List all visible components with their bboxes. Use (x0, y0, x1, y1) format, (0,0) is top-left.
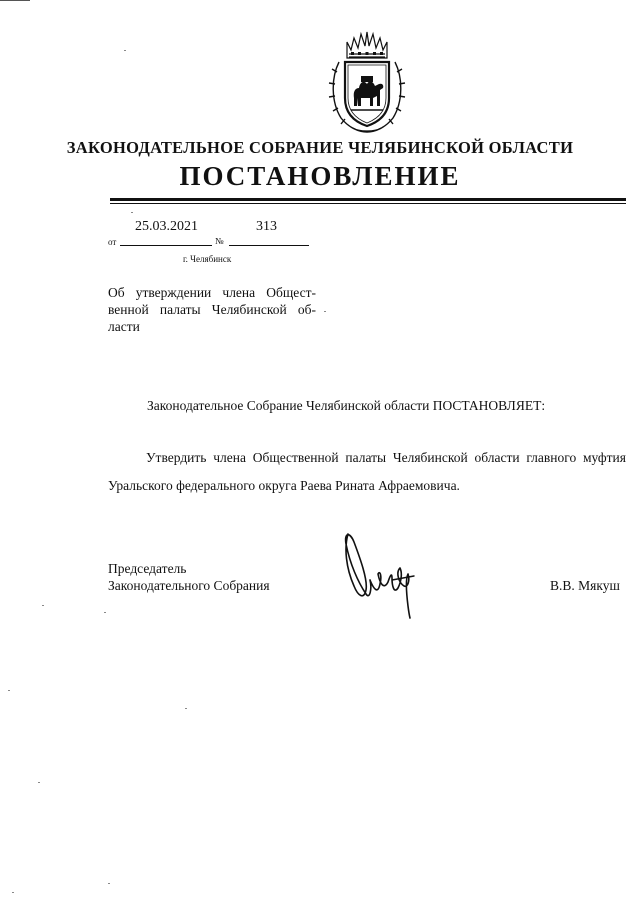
decree-statement: Законодательное Собрание Челябинской области ПОСТАНОВЛЯЕТ: (147, 398, 546, 413)
scan-speck (12, 892, 14, 893)
scan-speck (42, 605, 44, 606)
resolution-paragraph: Утвердить члена Общественной палаты Челябинской области главного муфтия Уральского федерального округа Раева Рината Афраемовича. (108, 450, 626, 493)
date-label: от (108, 237, 117, 247)
scan-speck (124, 50, 126, 51)
city-label: г. Челябинск (183, 254, 232, 264)
number-underline (229, 245, 309, 246)
number-label: № (215, 236, 224, 246)
coat-of-arms-icon (327, 28, 407, 134)
scan-speck (108, 883, 110, 884)
scan-speck (324, 311, 326, 312)
scan-speck (131, 212, 133, 213)
signatory-name: В.В. Мякуш (550, 578, 620, 593)
header-rule-thick (110, 198, 626, 201)
header-rule-thin (110, 203, 626, 204)
scan-corner-mark (0, 0, 30, 1)
scan-speck (185, 708, 187, 709)
document-subject: Об утверждении члена Общественной палаты Челябинской области (108, 285, 316, 334)
organization-name: ЗАКОНОДАТЕЛЬНОЕ СОБРАНИЕ ЧЕЛЯБИНСКОЙ ОБЛАСТИ (66, 138, 574, 157)
scan-speck (38, 782, 40, 783)
document-date: 25.03.2021 (135, 219, 198, 234)
signatory-role: Председатель Законодательного Собрания (108, 561, 270, 593)
document-number: 313 (256, 219, 277, 234)
scan-speck (8, 690, 10, 691)
document-type-title: ПОСТАНОВЛЕНИЕ (179, 161, 461, 191)
scan-speck (104, 612, 106, 613)
handwritten-signature (336, 528, 422, 620)
date-underline (120, 245, 212, 246)
